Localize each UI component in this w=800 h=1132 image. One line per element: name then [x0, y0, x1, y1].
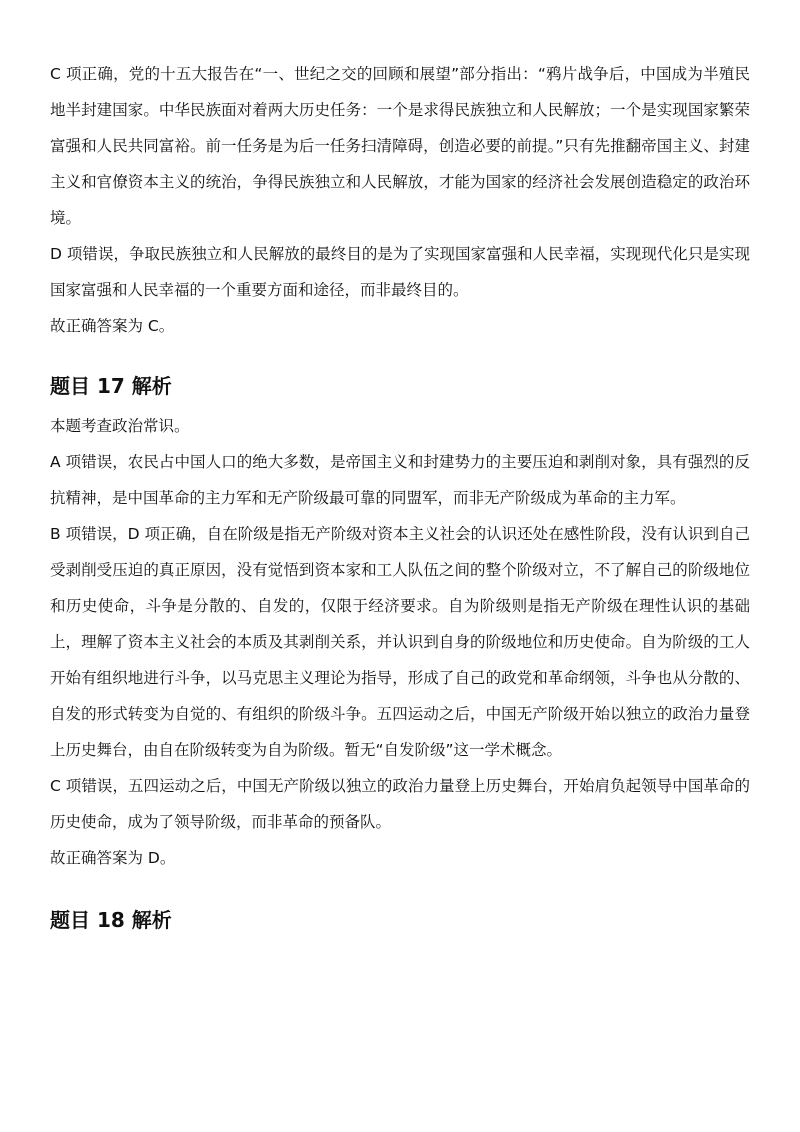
q17-topic: 本题考查政治常识。 [50, 417, 190, 435]
option-c-explanation: C 项正确，党的十五大报告在“一、世纪之交的回顾和展望”部分指出：“鸦片战争后，中国成为半殖民地半封建国家。中华民族面对着两大历史任务：一个是求得民族独立和人民解放；一个是实现国家繁荣富强和人民共同富裕。前一任务是为后一任务扫清障碍，创造必要的前提。”只有先推翻帝国主义、封建主义和官僚资本主义的统治，争得民族独立和人民解放，才能为国家的经济社会发展创造稳定的政治环境。 [50, 65, 750, 227]
option-d-explanation: D 项错误，争取民族独立和人民解放的最终目的是为了实现国家富强和人民幸福，实现现代化只是实现国家富强和人民幸福的一个重要方面和途径，而非最终目的。 [50, 245, 750, 299]
question-17-heading: 题目 17 解析 [50, 374, 172, 398]
section-gap [50, 344, 750, 364]
q17-answer: 故正确答案为 D。 [50, 849, 176, 867]
q17-option-b-d: B 项错误，D 项正确，自在阶级是指无产阶级对资本主义社会的认识还处在感性阶段，没有认识到自己受剥削受压迫的真正原因，没有觉悟到资本家和工人队伍之间的整个阶级对立，不了解自己的阶级地位和历史使命，斗争是分散的、自发的，仅限于经济要求。自为阶级则是指无产阶级在理性认识的基础上，理解了资本主义社会的本质及其剥削关系，并认识到自身的阶级地位和历史使命。自为阶级的工人开始有组织地进行斗争，以马克思主义理论为指导，形成了自己的政党和革命纲领，斗争也从分散的、自发的形式转变为自觉的、有组织的阶级斗争。五四运动之后，中国无产阶级开始以独立的政治力量登上历史舞台，由自在阶级转变为自为阶级。暂无“自发阶级”这一学术概念。 [50, 525, 750, 759]
question-18-heading: 题目 18 解析 [50, 908, 172, 932]
q17-option-c: C 项错误，五四运动之后，中国无产阶级以独立的政治力量登上历史舞台，开始肩负起领导中国革命的历史使命，成为了领导阶级，而非革命的预备队。 [50, 777, 750, 831]
answer-line: 故正确答案为 C。 [50, 317, 175, 335]
q17-option-a: A 项错误，农民占中国人口的绝大多数，是帝国主义和封建势力的主要压迫和剥削对象，具有强烈的反抗精神，是中国革命的主力军和无产阶级最可靠的同盟军，而非无产阶级成为革命的主力军。 [50, 453, 750, 507]
